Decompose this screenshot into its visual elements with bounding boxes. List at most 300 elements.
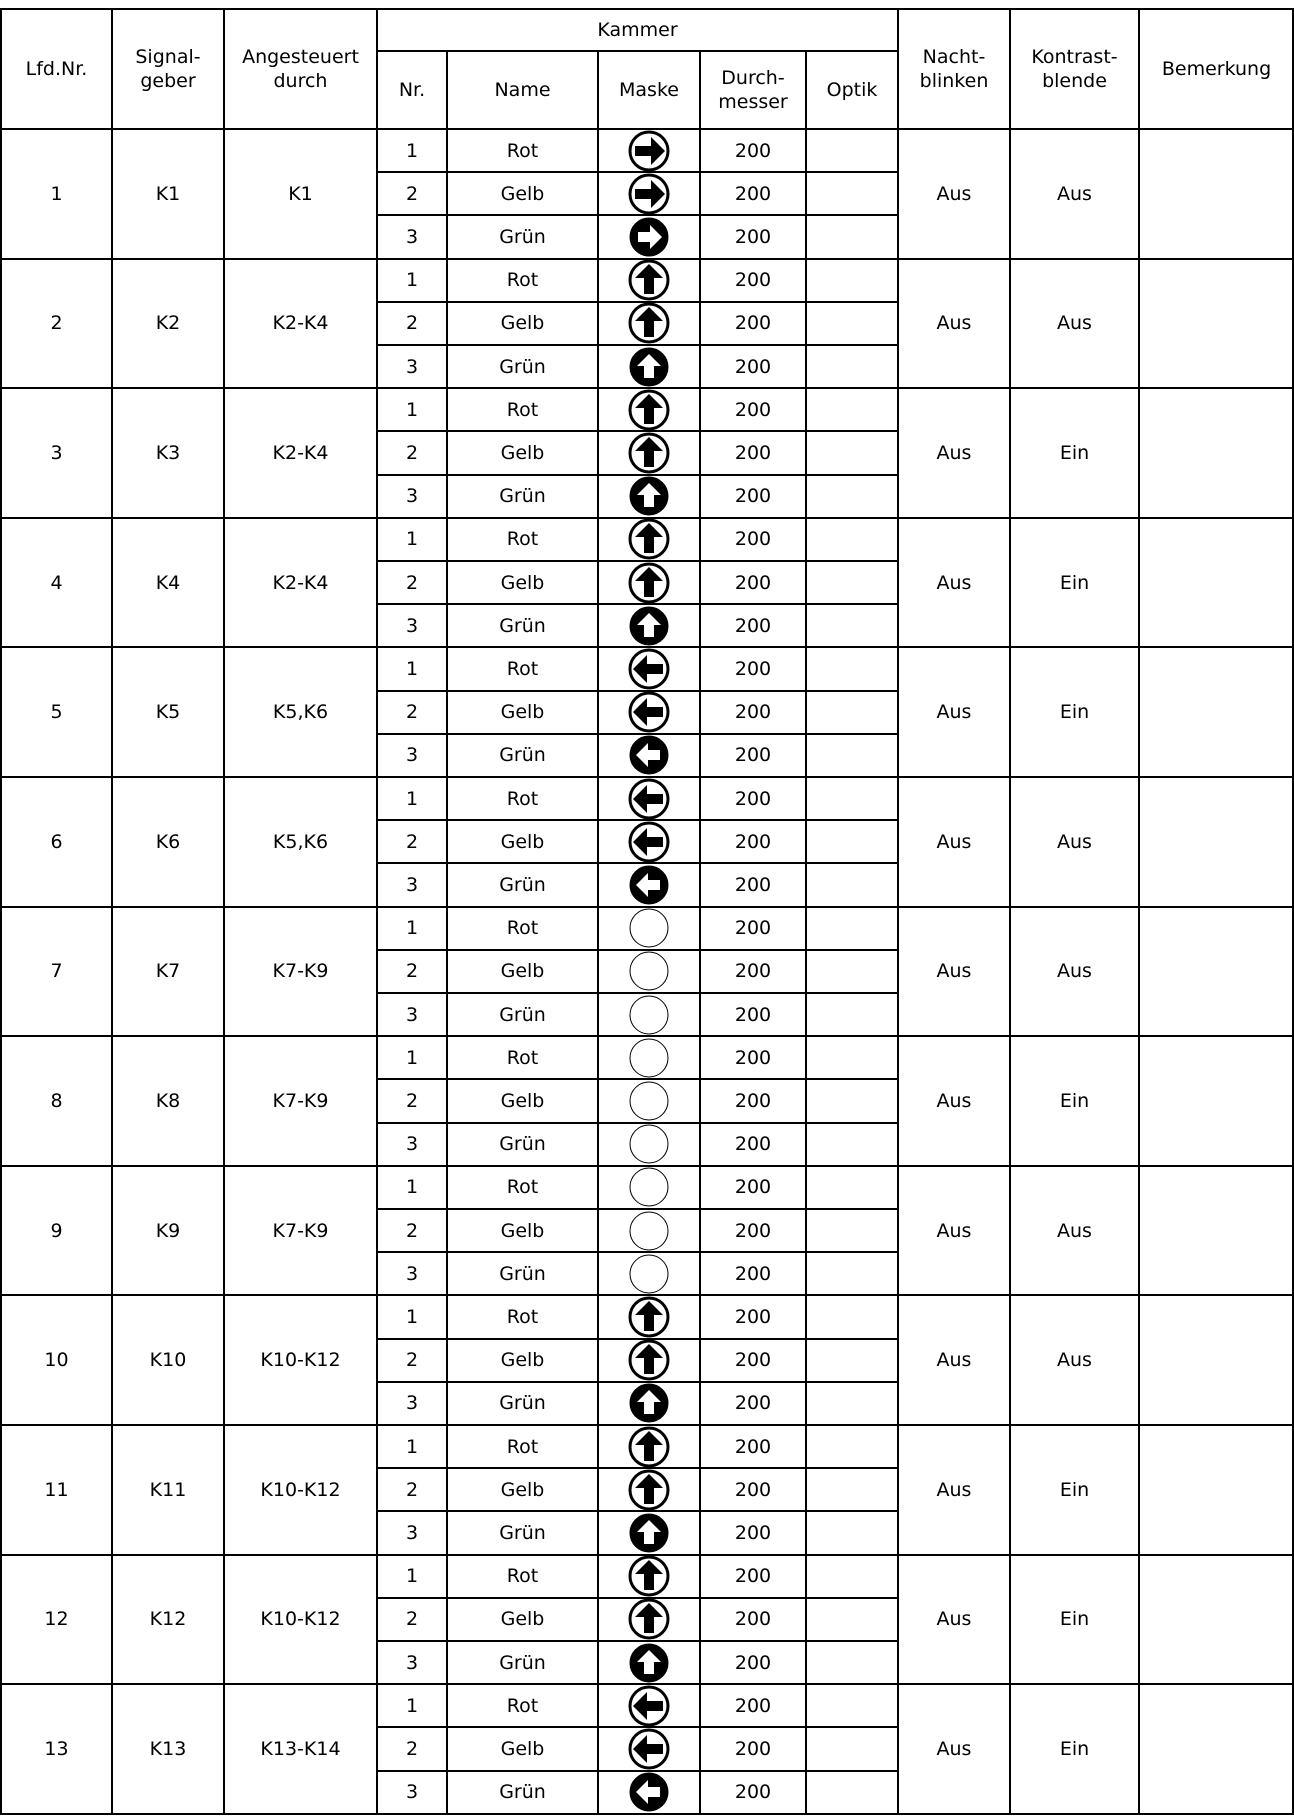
header-nr: Nr.	[398, 79, 426, 101]
grid-hline-row	[0, 646, 1294, 648]
cell-kammer-nr: 3	[405, 1262, 419, 1285]
cell-durchmesser: 200	[734, 1521, 772, 1544]
cell-angesteuert: K2-K4	[272, 441, 329, 464]
cell-durchmesser: 200	[734, 657, 772, 680]
cell-kammer-name: Grün	[499, 1003, 546, 1026]
cell-signalgeber: K10	[149, 1349, 187, 1372]
grid-hline-sub	[377, 560, 898, 562]
blank-circle-icon	[628, 950, 670, 992]
cell-optik	[806, 691, 898, 734]
header-kammer: Kammer	[597, 19, 678, 41]
grid-hline-sub	[377, 819, 898, 821]
grid-hline-sub	[377, 1726, 898, 1728]
cell-durchmesser: 200	[734, 182, 772, 205]
cell-nachtblinken: Aus	[936, 1478, 972, 1501]
cell-kammer-nr: 1	[405, 787, 419, 810]
cell-kammer-nr: 2	[405, 1349, 419, 1372]
cell-kammer-name: Gelb	[500, 701, 545, 724]
cell-kammer-name: Rot	[506, 1565, 539, 1588]
cell-durchmesser: 200	[734, 1565, 772, 1588]
cell-kammer-name: Rot	[506, 1046, 539, 1069]
cell-kammer-name: Gelb	[500, 571, 545, 594]
cell-lfd-nr: 13	[44, 1737, 69, 1760]
cell-durchmesser: 200	[734, 1133, 772, 1156]
cell-durchmesser: 200	[734, 441, 772, 464]
arrow-left-icon	[628, 648, 670, 690]
cell-optik	[806, 475, 898, 518]
cell-kammer-name: Grün	[499, 1521, 546, 1544]
cell-nachtblinken: Aus	[936, 1219, 972, 1242]
cell-kontrastblende: Ein	[1059, 1608, 1090, 1631]
cell-kammer-nr: 1	[405, 1305, 419, 1328]
grid-hline-sub	[377, 1467, 898, 1469]
grid-hline-sub	[377, 1208, 898, 1210]
cell-kammer-name: Grün	[499, 1781, 546, 1804]
grid-hline-sub	[377, 301, 898, 303]
cell-kammer-name: Rot	[506, 1176, 539, 1199]
grid-hline-sub	[377, 1251, 898, 1253]
cell-signalgeber: K2	[155, 312, 181, 335]
cell-lfd-nr: 1	[50, 182, 63, 205]
grid-hline-sub	[377, 214, 898, 216]
cell-durchmesser: 200	[734, 1003, 772, 1026]
cell-kammer-nr: 2	[405, 701, 419, 724]
header-bemerkung: Bemerkung	[1161, 58, 1272, 80]
cell-durchmesser: 200	[734, 269, 772, 292]
cell-angesteuert: K2-K4	[272, 571, 329, 594]
cell-kontrastblende: Ein	[1059, 441, 1090, 464]
cell-angesteuert: K10-K12	[260, 1349, 341, 1372]
cell-signalgeber: K7	[155, 960, 181, 983]
cell-angesteuert: K7-K9	[272, 1219, 329, 1242]
arrow-up-icon	[628, 518, 670, 560]
header-signalgeber: Signal- geber	[135, 46, 201, 92]
cell-kammer-name: Rot	[506, 1305, 539, 1328]
cell-signalgeber: K4	[155, 571, 181, 594]
cell-kammer-nr: 3	[405, 1781, 419, 1804]
grid-vline	[699, 51, 701, 1814]
arrow-left-icon	[628, 1728, 670, 1770]
cell-optik	[806, 172, 898, 215]
cell-kammer-nr: 2	[405, 830, 419, 853]
header-name: Name	[494, 79, 551, 101]
cell-kammer-name: Gelb	[500, 182, 545, 205]
arrow-up-icon	[628, 432, 670, 474]
cell-kammer-name: Gelb	[500, 312, 545, 335]
cell-kammer-name: Gelb	[500, 1219, 545, 1242]
cell-optik	[806, 907, 898, 950]
cell-optik	[806, 1166, 898, 1209]
header-kontrastblende: Kontrast- blende	[1031, 46, 1118, 92]
cell-nachtblinken: Aus	[936, 441, 972, 464]
cell-optik	[806, 561, 898, 604]
cell-kammer-nr: 3	[405, 1651, 419, 1674]
cell-angesteuert: K5,K6	[272, 830, 329, 853]
cell-kontrastblende: Ein	[1059, 571, 1090, 594]
cell-kammer-nr: 3	[405, 485, 419, 508]
cell-optik	[806, 302, 898, 345]
arrow-up-icon	[628, 1426, 670, 1468]
grid-vline	[446, 51, 448, 1814]
grid-hline-sub	[377, 344, 898, 346]
cell-optik	[806, 1079, 898, 1122]
cell-kontrastblende: Aus	[1057, 1219, 1092, 1242]
arrow-up-icon	[628, 259, 670, 301]
cell-kammer-name: Grün	[499, 1392, 546, 1415]
cell-kammer-name: Rot	[506, 269, 539, 292]
cell-durchmesser: 200	[734, 960, 772, 983]
cell-signalgeber: K11	[149, 1478, 187, 1501]
cell-nachtblinken: Aus	[936, 1089, 972, 1112]
grid-vline	[0, 9, 2, 1814]
arrow-left-icon	[628, 1771, 670, 1813]
cell-optik	[806, 259, 898, 302]
arrow-left-icon	[628, 778, 670, 820]
cell-durchmesser: 200	[734, 398, 772, 421]
cell-angesteuert: K13-K14	[260, 1737, 341, 1760]
grid-hline-row	[0, 387, 1294, 389]
cell-kammer-name: Gelb	[500, 441, 545, 464]
arrow-left-icon	[628, 864, 670, 906]
cell-optik	[806, 950, 898, 993]
cell-bemerkung	[1139, 1036, 1294, 1166]
cell-angesteuert: K7-K9	[272, 960, 329, 983]
cell-optik	[806, 1425, 898, 1468]
cell-angesteuert: K5,K6	[272, 701, 329, 724]
cell-durchmesser: 200	[734, 1694, 772, 1717]
cell-kontrastblende: Ein	[1059, 1737, 1090, 1760]
cell-durchmesser: 200	[734, 873, 772, 896]
cell-kammer-name: Grün	[499, 485, 546, 508]
cell-kammer-name: Rot	[506, 787, 539, 810]
cell-bemerkung	[1139, 1166, 1294, 1296]
blank-circle-icon	[628, 1037, 670, 1079]
cell-kammer-name: Gelb	[500, 1089, 545, 1112]
grid-hline-row	[0, 776, 1294, 778]
cell-optik	[806, 1339, 898, 1382]
cell-kammer-nr: 3	[405, 873, 419, 896]
arrow-right-icon	[628, 173, 670, 215]
blank-circle-icon	[628, 1166, 670, 1208]
arrow-up-icon	[628, 1598, 670, 1640]
grid-hline-row	[0, 1424, 1294, 1426]
cell-signalgeber: K6	[155, 830, 181, 853]
cell-durchmesser: 200	[734, 1305, 772, 1328]
cell-durchmesser: 200	[734, 225, 772, 248]
grid-hline-header	[0, 128, 1294, 130]
grid-hline-sub	[377, 1597, 898, 1599]
grid-hline-top	[0, 8, 1294, 10]
cell-optik	[806, 1684, 898, 1727]
cell-kammer-name: Rot	[506, 139, 539, 162]
cell-nachtblinken: Aus	[936, 960, 972, 983]
cell-optik	[806, 1123, 898, 1166]
cell-bemerkung	[1139, 1295, 1294, 1425]
grid-vline	[805, 51, 807, 1814]
grid-hline-sub	[377, 992, 898, 994]
grid-hline-row	[0, 258, 1294, 260]
cell-kammer-name: Gelb	[500, 1737, 545, 1760]
grid-hline-sub	[377, 171, 898, 173]
grid-vline	[376, 9, 378, 1814]
cell-kammer-nr: 1	[405, 398, 419, 421]
cell-kammer-nr: 3	[405, 614, 419, 637]
blank-circle-icon	[628, 1210, 670, 1252]
cell-kammer-nr: 2	[405, 571, 419, 594]
arrow-left-icon	[628, 734, 670, 776]
cell-optik	[806, 1468, 898, 1511]
grid-hline-sub	[377, 1640, 898, 1642]
blank-circle-icon	[628, 1253, 670, 1295]
cell-durchmesser: 200	[734, 355, 772, 378]
blank-circle-icon	[628, 907, 670, 949]
arrow-up-icon	[628, 1469, 670, 1511]
blank-circle-icon	[628, 994, 670, 1036]
cell-kammer-name: Rot	[506, 1694, 539, 1717]
cell-kammer-nr: 3	[405, 1133, 419, 1156]
cell-optik	[806, 647, 898, 690]
blank-circle-icon	[628, 1123, 670, 1165]
cell-durchmesser: 200	[734, 528, 772, 551]
cell-kammer-name: Gelb	[500, 960, 545, 983]
arrow-right-icon	[628, 216, 670, 258]
cell-kammer-name: Rot	[506, 398, 539, 421]
arrow-right-icon	[628, 130, 670, 172]
grid-hline-sub	[377, 1122, 898, 1124]
cell-kammer-name: Rot	[506, 1435, 539, 1458]
cell-bemerkung	[1139, 1684, 1294, 1814]
cell-nachtblinken: Aus	[936, 182, 972, 205]
header-maske: Maske	[619, 79, 679, 101]
cell-kammer-name: Grün	[499, 225, 546, 248]
cell-durchmesser: 200	[734, 1219, 772, 1242]
cell-kammer-nr: 3	[405, 225, 419, 248]
cell-durchmesser: 200	[734, 1608, 772, 1631]
cell-optik	[806, 820, 898, 863]
cell-optik	[806, 1209, 898, 1252]
cell-nachtblinken: Aus	[936, 312, 972, 335]
arrow-up-icon	[628, 1382, 670, 1424]
grid-hline-row	[0, 1813, 1294, 1815]
cell-optik	[806, 1295, 898, 1338]
cell-kammer-name: Grün	[499, 1262, 546, 1285]
cell-kammer-nr: 3	[405, 355, 419, 378]
grid-hline-kammer	[377, 50, 898, 52]
arrow-up-icon	[628, 302, 670, 344]
cell-kammer-nr: 1	[405, 917, 419, 940]
grid-vline	[223, 9, 225, 1814]
cell-durchmesser: 200	[734, 744, 772, 767]
arrow-left-icon	[628, 821, 670, 863]
cell-signalgeber: K12	[149, 1608, 187, 1631]
cell-optik	[806, 734, 898, 777]
arrow-up-icon	[628, 1512, 670, 1554]
cell-angesteuert: K10-K12	[260, 1478, 341, 1501]
arrow-left-icon	[628, 691, 670, 733]
cell-lfd-nr: 12	[44, 1608, 69, 1631]
grid-hline-sub	[377, 474, 898, 476]
cell-signalgeber: K9	[155, 1219, 181, 1242]
grid-hline-sub	[377, 733, 898, 735]
cell-kammer-name: Rot	[506, 917, 539, 940]
cell-kontrastblende: Aus	[1057, 830, 1092, 853]
cell-signalgeber: K3	[155, 441, 181, 464]
cell-lfd-nr: 3	[50, 441, 63, 464]
cell-kontrastblende: Ein	[1059, 1089, 1090, 1112]
cell-optik	[806, 1555, 898, 1598]
arrow-up-icon	[628, 346, 670, 388]
cell-nachtblinken: Aus	[936, 571, 972, 594]
cell-angesteuert: K1	[288, 182, 313, 205]
grid-vline	[1009, 9, 1011, 1814]
cell-kammer-nr: 2	[405, 1219, 419, 1242]
cell-optik	[806, 1771, 898, 1814]
grid-hline-row	[0, 517, 1294, 519]
cell-lfd-nr: 11	[44, 1478, 69, 1501]
arrow-up-icon	[628, 1296, 670, 1338]
cell-kammer-nr: 3	[405, 744, 419, 767]
cell-nachtblinken: Aus	[936, 701, 972, 724]
grid-hline-sub	[377, 1078, 898, 1080]
cell-signalgeber: K13	[149, 1737, 187, 1760]
cell-durchmesser: 200	[734, 1651, 772, 1674]
cell-durchmesser: 200	[734, 312, 772, 335]
cell-optik	[806, 604, 898, 647]
cell-optik	[806, 345, 898, 388]
cell-durchmesser: 200	[734, 1262, 772, 1285]
cell-nachtblinken: Aus	[936, 1737, 972, 1760]
cell-durchmesser: 200	[734, 917, 772, 940]
cell-bemerkung	[1139, 388, 1294, 518]
cell-nachtblinken: Aus	[936, 1608, 972, 1631]
grid-hline-row	[0, 906, 1294, 908]
cell-kammer-name: Grün	[499, 1651, 546, 1674]
cell-signalgeber: K8	[155, 1089, 181, 1112]
cell-optik	[806, 1382, 898, 1425]
cell-kammer-nr: 1	[405, 1565, 419, 1588]
cell-lfd-nr: 7	[50, 960, 63, 983]
cell-durchmesser: 200	[734, 571, 772, 594]
grid-hline-sub	[377, 1338, 898, 1340]
cell-bemerkung	[1139, 129, 1294, 259]
grid-hline-sub	[377, 862, 898, 864]
cell-durchmesser: 200	[734, 830, 772, 853]
cell-kammer-nr: 1	[405, 1694, 419, 1717]
cell-durchmesser: 200	[734, 701, 772, 724]
cell-kammer-name: Grün	[499, 1133, 546, 1156]
cell-kammer-name: Grün	[499, 873, 546, 896]
cell-kammer-nr: 2	[405, 1478, 419, 1501]
cell-lfd-nr: 2	[50, 312, 63, 335]
grid-hline-sub	[377, 1510, 898, 1512]
cell-optik	[806, 1036, 898, 1079]
grid-vline	[111, 9, 113, 1814]
cell-kammer-nr: 1	[405, 269, 419, 292]
cell-bemerkung	[1139, 647, 1294, 777]
grid-hline-row	[0, 1683, 1294, 1685]
arrow-up-icon	[628, 605, 670, 647]
arrow-up-icon	[628, 475, 670, 517]
cell-optik	[806, 431, 898, 474]
cell-lfd-nr: 6	[50, 830, 63, 853]
cell-durchmesser: 200	[734, 1046, 772, 1069]
header-durchmesser: Durch- messer	[718, 67, 788, 113]
cell-kontrastblende: Ein	[1059, 701, 1090, 724]
cell-kontrastblende: Aus	[1057, 312, 1092, 335]
cell-signalgeber: K5	[155, 701, 181, 724]
cell-kammer-nr: 3	[405, 1392, 419, 1415]
cell-kammer-nr: 1	[405, 1046, 419, 1069]
cell-kammer-nr: 1	[405, 139, 419, 162]
cell-durchmesser: 200	[734, 1176, 772, 1199]
cell-durchmesser: 200	[734, 1089, 772, 1112]
cell-optik	[806, 215, 898, 258]
blank-circle-icon	[628, 1080, 670, 1122]
header-angesteuert: Angesteuert durch	[242, 46, 359, 92]
grid-vline	[597, 51, 599, 1814]
cell-angesteuert: K2-K4	[272, 312, 329, 335]
grid-hline-sub	[377, 430, 898, 432]
cell-bemerkung	[1139, 1555, 1294, 1685]
cell-optik	[806, 777, 898, 820]
cell-kammer-nr: 2	[405, 182, 419, 205]
cell-kammer-name: Gelb	[500, 830, 545, 853]
grid-hline-sub	[377, 1381, 898, 1383]
arrow-up-icon	[628, 389, 670, 431]
cell-signalgeber: K1	[155, 182, 181, 205]
arrow-up-icon	[628, 562, 670, 604]
cell-kammer-name: Gelb	[500, 1608, 545, 1631]
cell-optik	[806, 518, 898, 561]
header-nachtblinken: Nacht- blinken	[919, 46, 989, 92]
cell-lfd-nr: 5	[50, 701, 63, 724]
grid-hline-sub	[377, 949, 898, 951]
cell-kammer-nr: 1	[405, 1435, 419, 1458]
cell-kammer-nr: 2	[405, 1737, 419, 1760]
cell-kontrastblende: Ein	[1059, 1478, 1090, 1501]
arrow-up-icon	[628, 1555, 670, 1597]
cell-kammer-nr: 1	[405, 657, 419, 680]
cell-optik	[806, 388, 898, 431]
cell-kammer-name: Gelb	[500, 1349, 545, 1372]
arrow-left-icon	[628, 1685, 670, 1727]
grid-vline	[897, 9, 899, 1814]
header-optik: Optik	[826, 79, 878, 101]
cell-optik	[806, 993, 898, 1036]
cell-kammer-name: Grün	[499, 355, 546, 378]
cell-kammer-nr: 3	[405, 1003, 419, 1026]
grid-hline-sub	[377, 603, 898, 605]
grid-hline-row	[0, 1554, 1294, 1556]
cell-durchmesser: 200	[734, 614, 772, 637]
cell-durchmesser: 200	[734, 787, 772, 810]
cell-kammer-name: Grün	[499, 614, 546, 637]
cell-durchmesser: 200	[734, 139, 772, 162]
cell-durchmesser: 200	[734, 1435, 772, 1458]
cell-optik	[806, 1252, 898, 1295]
grid-hline-row	[0, 1165, 1294, 1167]
cell-kammer-nr: 1	[405, 1176, 419, 1199]
cell-lfd-nr: 8	[50, 1089, 63, 1112]
grid-vline	[1138, 9, 1140, 1814]
cell-nachtblinken: Aus	[936, 1349, 972, 1372]
cell-lfd-nr: 10	[44, 1349, 69, 1372]
cell-kammer-nr: 2	[405, 312, 419, 335]
cell-kammer-nr: 2	[405, 1608, 419, 1631]
cell-kammer-nr: 2	[405, 1089, 419, 1112]
cell-optik	[806, 1641, 898, 1684]
cell-kammer-nr: 2	[405, 960, 419, 983]
